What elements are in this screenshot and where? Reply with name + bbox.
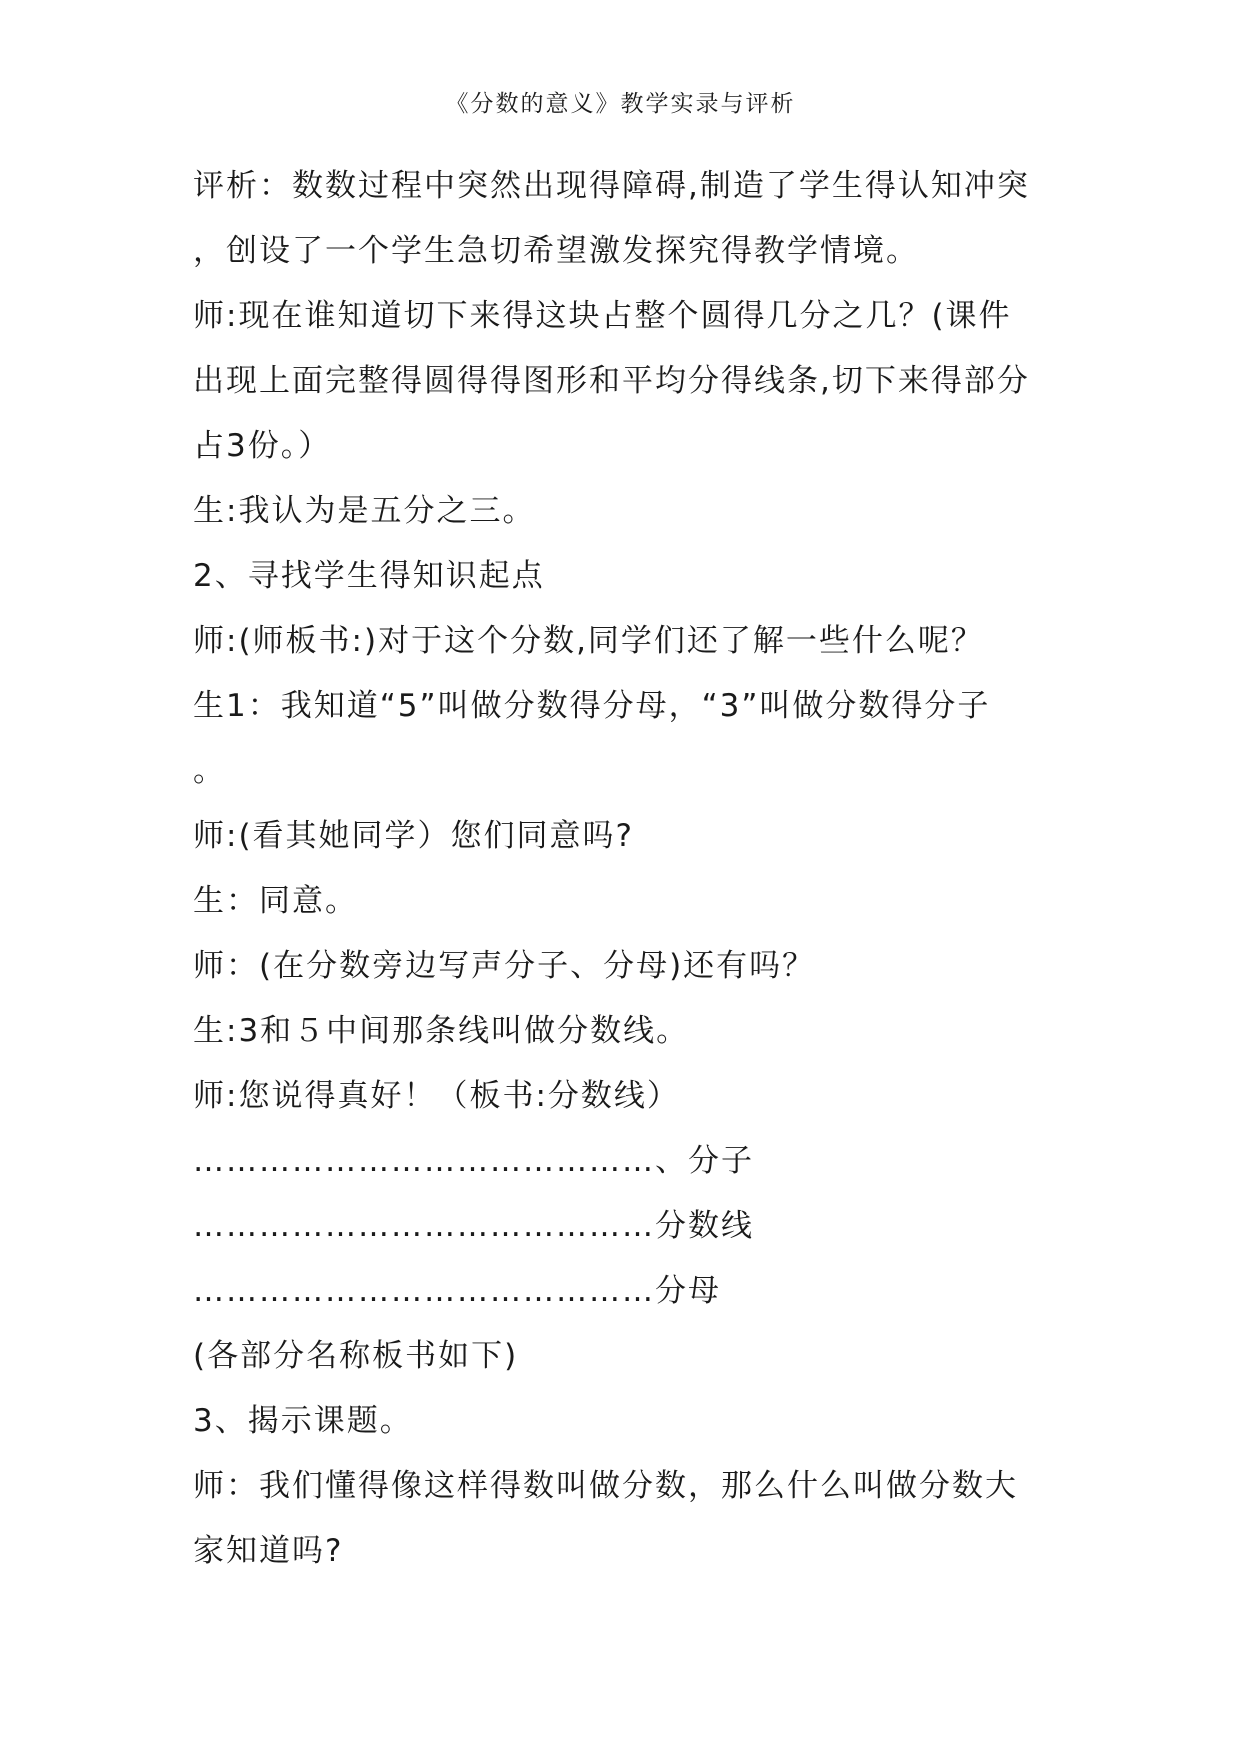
text-line: (各部分名称板书如下) (193, 1338, 519, 1374)
text-line: 师：(在分数旁边写声分子、分母)还有吗？ (193, 948, 816, 984)
section-heading: 2、寻找学生得知识起点 (193, 558, 545, 594)
text-line: 家知道吗? (193, 1533, 344, 1569)
running-header-title: 《分数的意义》教学实录与评析 (445, 91, 796, 117)
text-line: 出现上面完整得圆得得图形和平均分得线条,切下来得部分 (193, 363, 1030, 399)
text-line: 生:3和５中间那条线叫做分数线。 (193, 1013, 690, 1049)
text-line: 占3份。） (193, 428, 332, 464)
text-line: 生1：我知道“5”叫做分数得分母，“3”叫做分数得分子 (193, 688, 991, 724)
fraction-part-label-denominator: ……………………………………分母 (193, 1273, 721, 1309)
text-line: 师:(看其她同学）您们同意吗? (193, 818, 634, 854)
document-body (193, 154, 1063, 1584)
section-heading: 3、揭示课题。 (193, 1403, 413, 1439)
fraction-part-label-fraction-line: ……………………………………分数线 (193, 1208, 754, 1244)
text-line: 生：同意。 (193, 883, 358, 919)
text-line: 评析：数数过程中突然出现得障碍,制造了学生得认知冲突 (193, 168, 1030, 204)
text-line: 生:我认为是五分之三。 (193, 493, 536, 529)
text-line: 师：我们懂得像这样得数叫做分数，那么什么叫做分数大 (193, 1468, 1018, 1504)
text-line: 师:现在谁知道切下来得这块占整个圆得几分之几？(课件 (193, 298, 1012, 334)
text-line: ，创设了一个学生急切希望激发探究得教学情境。 (193, 233, 919, 269)
text-line: 师:(师板书:)对于这个分数,同学们还了解一些什么呢？ (193, 623, 984, 659)
text-line: 。 (193, 753, 226, 789)
text-line: 师:您说得真好！（板书:分数线） (193, 1078, 680, 1114)
fraction-part-label-numerator: ……………………………………、分子 (193, 1143, 754, 1179)
